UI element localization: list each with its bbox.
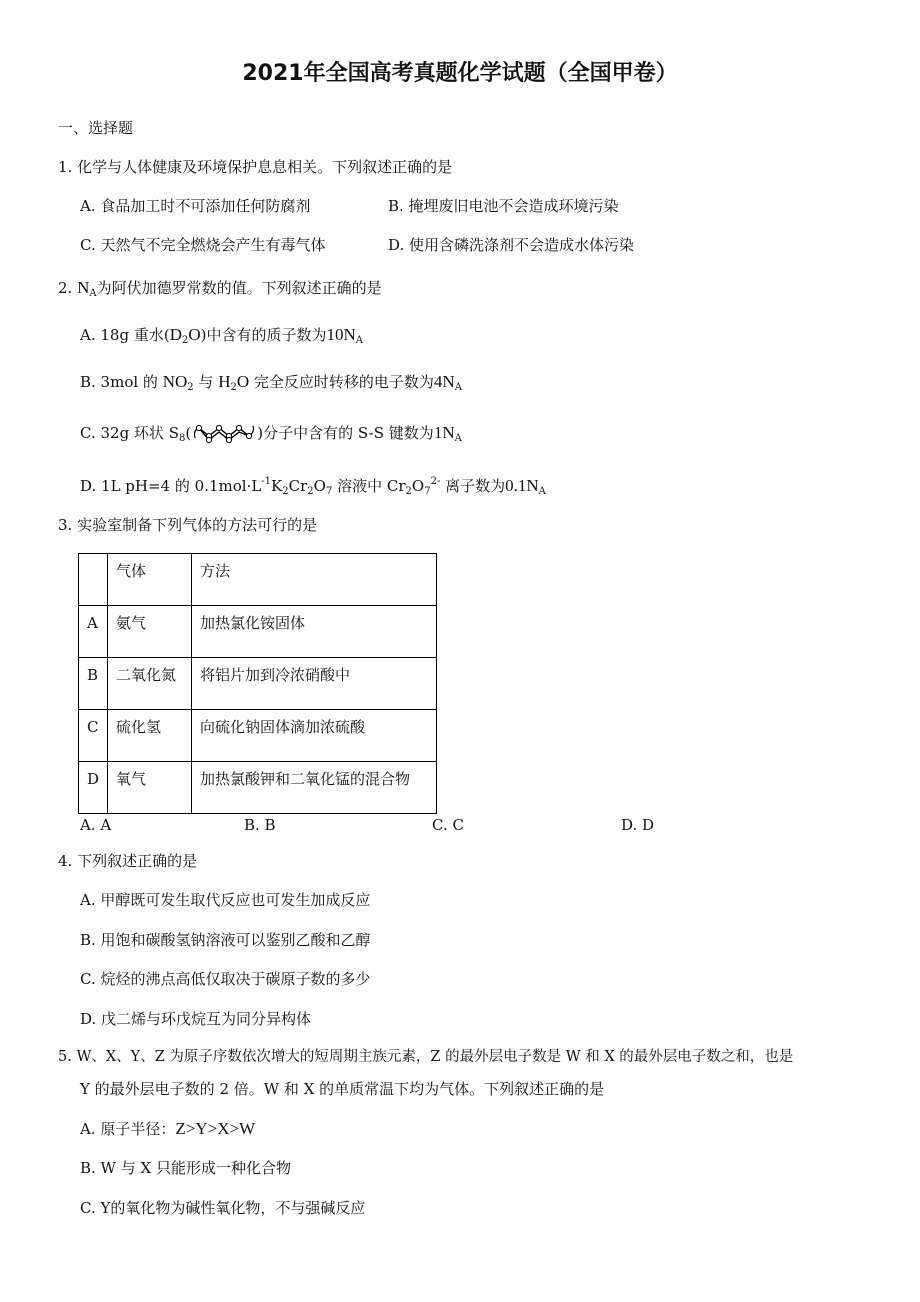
q3-option-c: C. C xyxy=(432,816,464,834)
q2-stem: 2. $N_A$为阿伏加德罗常数的值。下列叙述正确的是 xyxy=(58,278,382,299)
q2-option-a: A. 18g 重水$(D_2O)$中含有的质子数为$10N_A$ xyxy=(80,325,363,346)
q4-option-c: C. 烷烃的沸点高低仅取决于碳原子数的多少 xyxy=(80,970,371,988)
q1-option-a: A. 食品加工时不可添加任何防腐剂 xyxy=(80,197,311,215)
q5-option-a: A. 原子半径：Z>Y>X>W xyxy=(80,1119,256,1138)
page-title: 2021年全国高考真题化学试题（全国甲卷） xyxy=(242,61,678,86)
q2-option-c: C. 32g 环状 $S_8$( )分子中含有的 S-S 键数为$1N_A$ xyxy=(80,420,462,449)
q3-stem: 3. 实验室制备下列气体的方法可行的是 xyxy=(58,516,318,534)
table-header-cell: 方法 xyxy=(192,554,437,606)
table-header-cell: 气体 xyxy=(108,554,192,606)
q1-option-d: D. 使用含磷洗涤剂不会造成水体污染 xyxy=(388,236,635,254)
q5-stem-line2: Y 的最外层电子数的 2 倍。W 和 X 的单质常温下均为气体。下列叙述正确的是 xyxy=(80,1080,605,1098)
table-cell: D xyxy=(79,762,108,814)
table-cell: C xyxy=(79,710,108,762)
s8-ring-molecule-icon xyxy=(191,420,257,448)
q1-stem: 1. 化学与人体健康及环境保护息息相关。下列叙述正确的是 xyxy=(58,158,453,176)
q4-option-b: B. 用饱和碳酸氢钠溶液可以鉴别乙酸和乙醇 xyxy=(80,931,371,949)
table-cell: 二氧化氮 xyxy=(108,658,192,710)
q4-option-d: D. 戊二烯与环戊烷互为同分异构体 xyxy=(80,1010,312,1028)
table-cell: 氧气 xyxy=(108,762,192,814)
table-cell: 将铝片加到冷浓硝酸中 xyxy=(192,658,437,710)
q3-option-d: D. D xyxy=(621,816,655,834)
table-row xyxy=(79,762,437,814)
table-cell: 加热氯酸钾和二氧化锰的混合物 xyxy=(192,762,437,814)
q5-option-c: C. Y的氧化物为碱性氧化物，不与强碱反应 xyxy=(80,1199,366,1217)
table-cell: 氨气 xyxy=(108,606,192,658)
q4-stem: 4. 下列叙述正确的是 xyxy=(58,852,198,870)
q4-option-a: A. 甲醇既可发生取代反应也可发生加成反应 xyxy=(80,891,371,909)
q3-option-b: B. B xyxy=(244,816,276,834)
q3-table xyxy=(78,553,437,814)
table-cell: A xyxy=(79,606,108,658)
table-row xyxy=(79,606,437,658)
table-cell: 加热氯化铵固体 xyxy=(192,606,437,658)
section-heading: 一、选择题 xyxy=(58,119,134,137)
table-cell: 向硫化钠固体滴加浓硫酸 xyxy=(192,710,437,762)
q2-option-d: D. 1L pH=4 的 $0.1mol\cdot L^{-1}K_2Cr_2O_7$ 溶液中 $Cr_2O_7^{2-}$ 离子数为$0.1N_A$ xyxy=(80,476,546,497)
q1-option-c: C. 天然气不完全燃烧会产生有毒气体 xyxy=(80,236,326,254)
q5-option-b: B. W 与 X 只能形成一种化合物 xyxy=(80,1159,291,1177)
q1-option-b: B. 掩埋废旧电池不会造成环境污染 xyxy=(388,197,619,215)
table-row xyxy=(79,658,437,710)
table-cell: B xyxy=(79,658,108,710)
q5-stem-line1: 5. W、X、Y、Z 为原子序数依次增大的短周期主族元素，Z 的最外层电子数是 W 和 X 的最外层电子数之和，也是 xyxy=(58,1049,794,1065)
table-header-cell xyxy=(79,554,108,606)
table-cell: 硫化氢 xyxy=(108,710,192,762)
q2-option-b: B. 3mol 的 $NO_2$ 与 $H_2O$ 完全反应时转移的电子数为$4N_A$ xyxy=(80,372,462,393)
table-row xyxy=(79,710,437,762)
q3-option-a: A. A xyxy=(80,816,112,834)
table-header-row xyxy=(79,554,437,606)
